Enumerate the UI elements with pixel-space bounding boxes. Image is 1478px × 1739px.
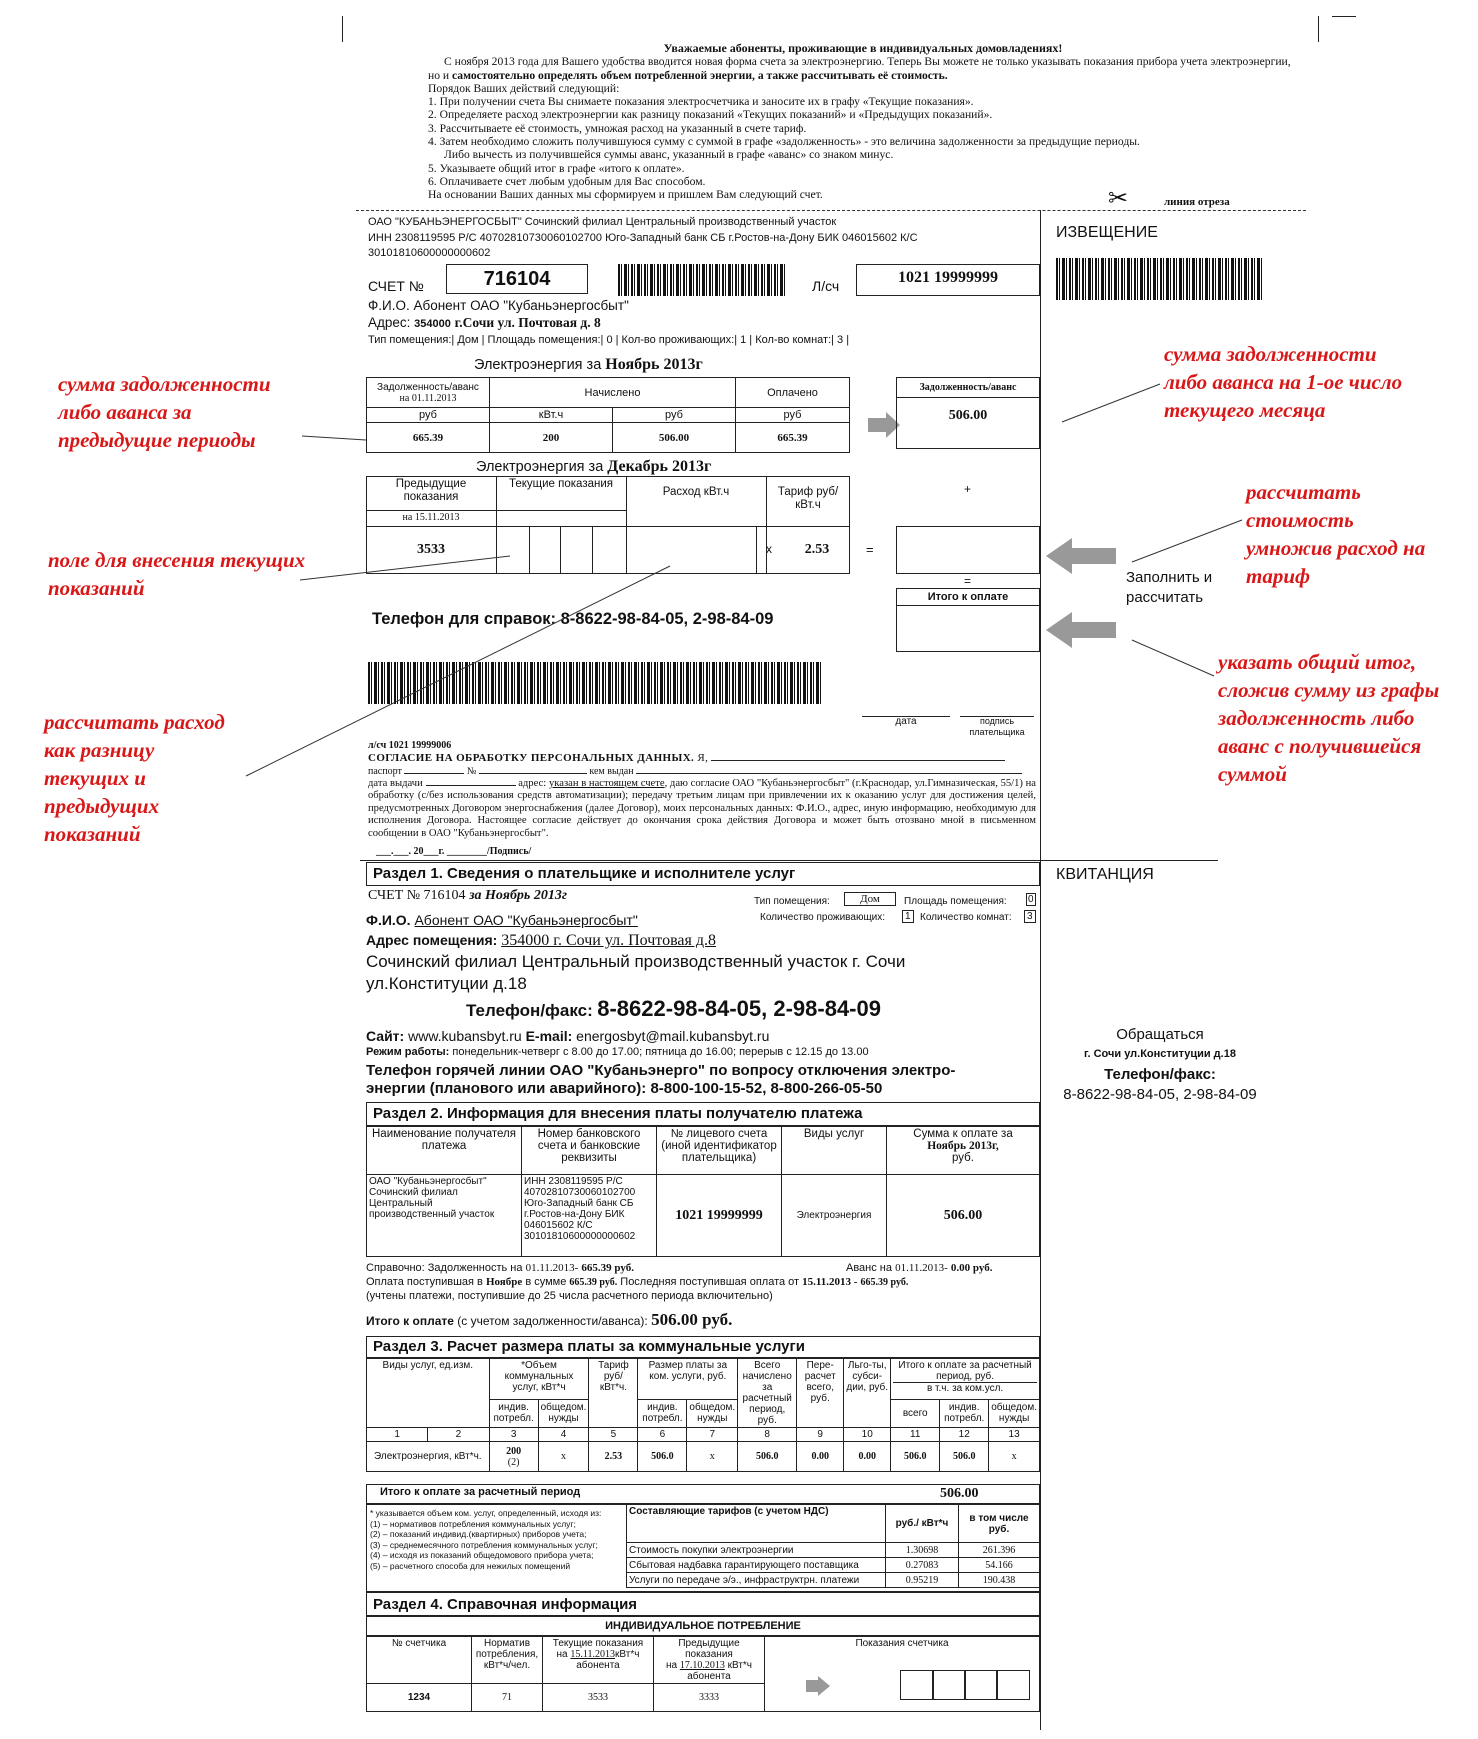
sec3-cell: 0.00 xyxy=(797,1442,844,1472)
receipt-label: КВИТАНЦИЯ xyxy=(1056,866,1154,883)
footnote: (4) – исходя из показаний общедомового прибора учета; xyxy=(370,1550,594,1560)
comp-name: Услуги по передаче э/э., инфраструктрн. платежи xyxy=(627,1573,886,1588)
sec1-phone-label: Телефон/факс: xyxy=(466,1001,593,1020)
sec2-ref-value: 665.39 руб. xyxy=(581,1262,634,1274)
consent-date-issued: дата выдачи xyxy=(368,778,423,789)
arrow-right-icon xyxy=(818,1676,830,1696)
sec3-indiv: индив. потребл. xyxy=(940,1399,989,1427)
sec3-num: 3 xyxy=(489,1428,538,1442)
sec4-h4b: на xyxy=(665,1660,678,1671)
nov-title-b: Ноябрь 2013г xyxy=(605,356,703,373)
footnote: (1) – нормативов потребления коммунальных услуг; xyxy=(370,1518,576,1529)
sec4-sub-box xyxy=(366,1616,1040,1636)
sec4-h1: № счетчика xyxy=(367,1637,472,1684)
consent-address: адрес: xyxy=(518,778,547,789)
footnote: (2) – показаний индивид.(квартирных) приборов учета; xyxy=(370,1529,587,1539)
sec3-volume xyxy=(489,1442,538,1472)
consent-passport: паспорт xyxy=(368,766,402,777)
sec3-c4: Размер платы за ком. услуги, руб. xyxy=(638,1359,738,1400)
equals-sign-2: = xyxy=(964,574,972,588)
sec3-title-box xyxy=(366,1336,1040,1358)
sec2-adv-label: Аванс на xyxy=(846,1262,892,1274)
address-label: Адрес: xyxy=(368,315,411,330)
intro-title: Уважаемые абоненты, проживающие в индивидуальных домовладениях! xyxy=(663,41,1063,55)
comp-h2: в том числе руб. xyxy=(959,1505,1040,1543)
intro-order: Порядок Ваших действий следующий: xyxy=(428,81,620,95)
arrow-right-icon xyxy=(806,1680,818,1692)
sec2-h4: Виды услуг xyxy=(782,1127,887,1175)
intro-step-3: 3. Рассчитываете её стоимость, умножая расход на указанный в счете тариф. xyxy=(428,121,807,135)
sec2-pay-month: Ноябре xyxy=(485,1276,523,1288)
sec4-curr: 3533 xyxy=(543,1684,654,1712)
sec4-title-box xyxy=(366,1592,1040,1616)
dec-prev-head: Предыдущие показания xyxy=(395,478,467,503)
sec1-residents-value: 1 xyxy=(902,910,914,923)
contact-line-4: 8-8622-98-84-05, 2-98-84-09 xyxy=(1063,1086,1257,1103)
sec1-type-label: Тип помещения: xyxy=(754,896,830,907)
nov-paid-head: Оплачено xyxy=(736,378,850,408)
consent-address-value: указан в настоящем счете xyxy=(548,778,665,789)
sec1-phone xyxy=(466,996,881,1022)
consent-no: № xyxy=(466,766,477,777)
sec1-address xyxy=(366,932,716,950)
sec1-area-label: Площадь помещения: xyxy=(904,896,1007,907)
dec-prev-date: на 15.11.2013 xyxy=(402,512,460,523)
sec1-title: Раздел 1. Сведения о плательщике и исполнителе услуг xyxy=(373,865,796,882)
sec3-num: 10 xyxy=(844,1428,891,1442)
intro-step-7: На основании Ваших данных мы сформируем и пришлем Вам следующий счет. xyxy=(428,188,823,202)
sec2-pay-date: 15.11.2013 - xyxy=(802,1276,858,1288)
annotation-line xyxy=(246,566,670,776)
sec2-total-value: 506.00 руб. xyxy=(651,1310,733,1329)
fill-calc-note: Заполнить и рассчитать xyxy=(1126,569,1213,606)
sec1-rooms-value: 3 xyxy=(1024,910,1036,923)
sec2-ref-label: Справочно: Задолженность на xyxy=(366,1262,523,1274)
nov-kwh-value: 200 xyxy=(490,423,613,453)
comp-sum: 261.396 xyxy=(959,1543,1040,1558)
sec4-h4c: абонента xyxy=(687,1671,731,1682)
nov-accrued-value: 506.00 xyxy=(613,423,736,453)
premises-info: Тип помещения:| Дом | Площадь помещения:| 0 | Кол-во проживающих:| 1 | Кол-во комнат:| 3 | xyxy=(368,334,850,346)
sec2-pay-sum: 665.39 руб. xyxy=(569,1277,618,1288)
sec3-data-row xyxy=(367,1442,1040,1472)
phone-line: Телефон для справок: 8-8622-98-84-05, 2-98-84-09 xyxy=(372,610,774,628)
sec2-h5 xyxy=(887,1127,1040,1175)
sec2-title: Раздел 2. Информация для внесения платы получателю платежа xyxy=(373,1105,863,1122)
sec1-hours-value: понедельник-четверг с 8.00 до 17.00; пятница до 16.00; перерыв с 12.15 до 13.00 xyxy=(452,1046,869,1058)
sec3-num: 13 xyxy=(989,1428,1040,1442)
invoice-number: 716104 xyxy=(483,268,551,290)
sec2-pay-in-sum: в сумме xyxy=(525,1276,567,1288)
address-zip: 354000 xyxy=(414,318,451,330)
nov-accrued-head: Начислено xyxy=(490,378,736,408)
sec2-table xyxy=(366,1126,1040,1257)
sec4-h3a: Текущие показания xyxy=(552,1638,644,1649)
tariff-components xyxy=(626,1504,1040,1588)
sec3-c3: Тариф руб/кВт*ч. xyxy=(589,1359,638,1428)
sec3-c6: Пере-расчет всего, руб. xyxy=(797,1359,844,1428)
sec1-invoice xyxy=(368,888,567,904)
bank-details-2: 30101810600000000602 xyxy=(368,247,491,259)
payer-fio: Ф.И.О. Абонент ОАО "Кубаньэнергосбыт" xyxy=(368,298,629,313)
sec2-amount: 506.00 xyxy=(887,1175,1040,1257)
sec3-row-name: Электроэнергия, кВт*ч. xyxy=(367,1442,490,1472)
invoice-label: СЧЕТ № xyxy=(368,278,424,294)
sec4-h3 xyxy=(543,1637,654,1684)
sec3-sum-value: 506.00 xyxy=(940,1486,979,1501)
sec3-footnotes xyxy=(370,1508,601,1571)
annotation-previous-debt: сумма задолженности либо аванса за предыдущие периоды xyxy=(58,372,271,452)
sec2-recipient: ОАО "Кубаньэнергосбыт" Сочинский филиал Центральный производственный участок xyxy=(367,1175,522,1257)
sec3-common: общедом. нужды xyxy=(538,1399,589,1427)
sec1-fio-value: Абонент ОАО "Кубаньэнергосбыт" xyxy=(414,912,638,928)
sec3-total: всего xyxy=(891,1399,940,1427)
sec3-c8b: в т.ч. за ком.усл. xyxy=(893,1382,1037,1394)
sec3-cell: 506.0 xyxy=(638,1442,687,1472)
contact-line-2: г. Сочи ул.Конституции д.18 xyxy=(1084,1048,1236,1060)
sec1-site-label: Сайт: xyxy=(366,1028,405,1044)
meter-digit-cell[interactable] xyxy=(996,1670,1030,1700)
comp-name: Сбытовая надбавка гарантирующего поставщика xyxy=(627,1558,886,1573)
annotation-total: указать общий итог, сложив сумму из графы задолженность либо аванс с получившейся суммой xyxy=(1218,650,1440,786)
sec1-title-box xyxy=(366,862,1040,886)
sec3-num: 7 xyxy=(687,1428,738,1442)
sec3-common: общедом. нужды xyxy=(687,1399,738,1427)
comp-sum: 54.166 xyxy=(959,1558,1040,1573)
date-label: дата xyxy=(895,716,917,727)
sec3-table xyxy=(366,1358,1040,1472)
sec3-cell: х xyxy=(538,1442,589,1472)
sec3-indiv: индив. потребл. xyxy=(489,1399,538,1427)
sec1-address-label: Адрес помещения: xyxy=(366,932,498,948)
annotation-line xyxy=(1132,520,1242,562)
sec2-payment xyxy=(366,1276,908,1288)
intro-step-5: 5. Указываете общий итог в графе «итого к оплате». xyxy=(428,161,685,175)
meter-digit-cell[interactable] xyxy=(932,1670,966,1700)
annotation-debt-first: сумма задолженности либо аванса на 1-ое число текущего месяца xyxy=(1164,342,1403,422)
bank-details: ИНН 2308119595 Р/С 40702810730060102700 Юго-Западный банк СБ г.Ростов-на-Дону БИК 046015602 К/С xyxy=(368,232,918,244)
total-payment-head: Итого к оплате xyxy=(897,589,1039,606)
sec1-fio xyxy=(366,912,638,928)
contact-line-3: Телефон/факс: xyxy=(1104,1066,1216,1083)
sec3-volume-value: 200 xyxy=(506,1445,522,1457)
sec1-branch-1: Сочинский филиал Центральный производственный участок г. Сочи xyxy=(366,952,906,971)
sec3-num: 11 xyxy=(891,1428,940,1442)
sec2-h5c: руб. xyxy=(952,1152,974,1164)
annotation-line xyxy=(302,436,366,440)
sec4-h3b: на xyxy=(556,1649,568,1660)
annotation-current-readings: поле для внесения текущих показаний xyxy=(48,548,306,600)
footnote-star: * указывается объем ком. услуг, определенный, исходя из: xyxy=(370,1508,602,1518)
plus-sign: + xyxy=(964,482,972,496)
notice-label: ИЗВЕЩЕНИЕ xyxy=(1056,224,1158,241)
sec2-h1: Наименование получателя платежа xyxy=(367,1127,522,1175)
intro-step-4b: Либо вычесть из получившейся суммы аванс, указанный в графе «аванс» со знаком минус. xyxy=(444,148,894,162)
sec1-type-value: Дом xyxy=(844,892,896,906)
intro-step-1: 1. При получении счета Вы снимаете показания электросчетчика и заносите их в графу «Текущие показания». xyxy=(428,95,974,109)
sec4-h3c: абонента xyxy=(576,1660,620,1671)
dec-tariff-value: 2.53 xyxy=(804,542,830,557)
sec4-h5-label: Показания счетчика xyxy=(855,1638,949,1649)
dec-cons-head: Расход кВт.ч xyxy=(662,486,730,498)
sec1-address-value: 354000 г. Сочи ул. Почтовая д.8 xyxy=(501,932,717,949)
nov-unit: руб xyxy=(613,408,736,423)
footnote: (3) – среднемесячного потребления коммунальных услуг; xyxy=(370,1539,598,1550)
sec3-cell: 506.0 xyxy=(738,1442,797,1472)
sec1-hotline-2: энергии (планового или аварийного): 8-800-100-15-52, 8-800-266-05-50 xyxy=(366,1080,883,1097)
sec1-hours xyxy=(366,1046,869,1058)
sec1-residents-label: Количество проживающих: xyxy=(760,912,886,923)
consent-signature: ___.___. 20___г. ________/Подпись/ xyxy=(376,846,532,857)
sec3-c8 xyxy=(891,1359,1040,1400)
sec4-sub: ИНДИВИДУАЛЬНОЕ ПОТРЕБЛЕНИЕ xyxy=(605,1620,801,1632)
sec2-adv-value: 0.00 руб. xyxy=(950,1262,993,1274)
sec3-cell: 506.0 xyxy=(891,1442,940,1472)
comp-title: Составляющие тарифов (с учетом НДС) xyxy=(627,1505,886,1543)
org-name: ОАО "КУБАНЬЭНЕРГОСБЫТ" Сочинский филиал Центральный производственный участок xyxy=(368,216,837,228)
sec3-c7: Льго-ты, субси-дии, руб. xyxy=(844,1359,891,1428)
meter-digit-cell[interactable] xyxy=(900,1670,934,1700)
intro-step-2: 2. Определяете расход электроэнергии как разницу показаний «Текущих показаний» и «Предыдущих показаний». xyxy=(428,108,993,122)
sec3-c2: *Объем коммунальных услуг, кВт*ч xyxy=(489,1359,589,1400)
sec2-service: Электроэнергия xyxy=(782,1175,887,1257)
intro-p1b: самостоятельно определять объем потребленной энергии, а также рассчитывать её стоимость. xyxy=(452,68,948,82)
sec3-sum-label: Итого к оплате за расчетный период xyxy=(380,1486,581,1498)
sec1-site-value: www.kubansbyt.ru xyxy=(408,1028,522,1044)
sec1-phone-value: 8-8622-98-84-05, 2-98-84-09 xyxy=(597,996,881,1021)
account-label: Л/сч xyxy=(812,278,840,294)
consent-title: СОГЛАСИЕ НА ОБРАБОТКУ ПЕРСОНАЛЬНЫХ ДАННЫХ. xyxy=(368,752,695,764)
comp-rate: 1.30698 xyxy=(886,1543,959,1558)
sec2-ref-date: 01.11.2013- xyxy=(525,1262,579,1274)
sec3-cell: 2.53 xyxy=(589,1442,638,1472)
footnote: (5) – расчетного способа для нежилых помещений xyxy=(370,1560,571,1571)
address-city: г.Сочи ул. Почтовая д. 8 xyxy=(454,315,601,330)
dec-curr-head: Текущие показания xyxy=(508,478,613,490)
nov-paid-value: 665.39 xyxy=(736,423,850,453)
signature-label: подпись плательщика xyxy=(969,716,1025,737)
meter-digit-cell[interactable] xyxy=(964,1670,998,1700)
comp-rate: 0.27083 xyxy=(886,1558,959,1573)
annotation-line xyxy=(1132,640,1214,676)
sec3-num: 12 xyxy=(940,1428,989,1442)
sec3-num: 9 xyxy=(797,1428,844,1442)
sec4-h4 xyxy=(654,1637,765,1684)
sec3-num: 4 xyxy=(538,1428,589,1442)
equals-sign: = xyxy=(866,542,874,557)
sec4-norm: 71 xyxy=(472,1684,543,1712)
intro-step-6: 6. Оплачиваете счет любым удобным для Вас способом. xyxy=(428,174,706,188)
annotation-cost: рассчитать стоимость умножив расход на тариф xyxy=(1246,480,1426,588)
sec3-cell: х xyxy=(989,1442,1040,1472)
nov-unit: кВт.ч xyxy=(490,408,613,423)
sec1-hotline-1: Телефон горячей линии ОАО "Кубаньэнерго" по вопросу отключения электро- xyxy=(366,1062,956,1079)
sec1-email-value: energosbyt@mail.kubansbyt.ru xyxy=(576,1028,770,1044)
sec2-h3: № лицевого счета (иной идентификатор плательщика) xyxy=(657,1127,782,1175)
sec3-num-row xyxy=(367,1428,1040,1442)
sec1-fio-label: Ф.И.О. xyxy=(366,912,411,928)
nov-title-a: Электроэнергия за xyxy=(474,357,606,373)
consent-agree: , даю согласие ОАО "Кубаньэнергосбыт" (г.Краснодар, xyxy=(664,778,912,789)
sec2-account: 1021 19999999 xyxy=(657,1175,782,1257)
debt-advance-value: 506.00 xyxy=(948,408,988,423)
sec1-hours-label: Режим работы: xyxy=(366,1046,450,1058)
sec2-h5b: Ноябрь 2013г, xyxy=(927,1140,999,1152)
nov-unit: руб xyxy=(367,408,490,423)
sec3-num: 1 xyxy=(367,1428,428,1442)
sec1-rooms-label: Количество комнат: xyxy=(920,912,1012,923)
scissors-icon: ✂ xyxy=(1108,185,1129,212)
comp-name: Стоимость покупки электроэнергии xyxy=(627,1543,886,1558)
nov-debt-date: на 01.11.2013 xyxy=(399,392,457,404)
intro-p1a: С ноября 2013 года для Вашего удобства вводится новая форма счета за электроэнергию. Теперь Вы можете не только указывать показания прибора учета электроэнергии, но и xyxy=(428,55,1291,82)
sec4-h2: Норматив потребления, кВт*ч/чел. xyxy=(472,1637,543,1684)
sec2-pay-last-label: Последняя поступившая оплата от xyxy=(620,1276,800,1288)
sec3-num: 8 xyxy=(738,1428,797,1442)
annotation-consumption: рассчитать расход как разницу текущих и предыдущих показаний xyxy=(44,710,225,846)
nov-unit: руб xyxy=(736,408,850,423)
annotation-line xyxy=(1062,384,1160,422)
sec3-c5: Всего начислено за расчетный период, руб. xyxy=(738,1359,797,1428)
sec4-h4date: 17.10.2013 xyxy=(679,1660,725,1671)
sec2-total xyxy=(366,1310,732,1330)
sec2-pay-label: Оплата поступившая в xyxy=(366,1276,483,1288)
sec4-title: Раздел 4. Справочная информация xyxy=(373,1596,638,1613)
sec1-invoice-no: СЧЕТ № 716104 xyxy=(368,888,466,903)
sec3-indiv: индив. потребл. xyxy=(638,1399,687,1427)
sec2-h5a: Сумма к оплате за xyxy=(913,1128,1013,1140)
intro-step-4: 4. Затем необходимо сложить получившуюся сумму с суммой в графе «задолженность» - это величина задолженности за предыдущие периоды. xyxy=(428,135,1140,149)
consent-text: ул.Гимназическая, 55/1) на обработку (с/без использования средств автоматизации); передачу третьим лицам при привлечении их к оказанию услуг для достижения целей, предусмотренных Договором энергоснабжения (далее Договор), моих персональных данных: Ф.И.О., адрес, иную информацию, необходимую для исполнения Договора. Настоящее согласие действует до окончания срока действия Договора и может быть отозвано мной в письменном сообщении в ОАО "Кубаньэнергосбыт". xyxy=(368,778,1037,839)
consent-ya: Я, xyxy=(697,752,709,764)
sec3-volume-note: (2) xyxy=(507,1456,520,1468)
sec3-common: общедом. нужды xyxy=(989,1399,1040,1427)
sec3-c8-title: Итого к оплате за расчетный период, руб. xyxy=(898,1360,1032,1382)
sec1-email-label: E-mail: xyxy=(525,1028,573,1044)
sec4-h3date: 15.11.2013 xyxy=(570,1649,616,1660)
sec3-cell: 0.00 xyxy=(844,1442,891,1472)
sec4-h4a: Предыдущие показания xyxy=(678,1638,740,1660)
times-sign: х xyxy=(766,542,772,556)
sec2-note: (учтены платежи, поступившие до 25 числа расчетного периода включительно) xyxy=(366,1290,773,1302)
comp-h1: руб./ кВт*ч xyxy=(886,1505,959,1543)
sec1-area-value: 0 xyxy=(1028,894,1034,905)
sec2-advance xyxy=(846,1262,992,1274)
dec-tariff-head: Тариф руб/кВт.ч xyxy=(777,486,839,511)
dec-prev-value: 3533 xyxy=(417,542,445,557)
sec3-title: Раздел 3. Расчет размера платы за коммунальные услуги xyxy=(373,1338,805,1355)
dec-title-a: Электроэнергия за xyxy=(476,459,608,475)
sec2-h2: Номер банковского счета и банковские реквизиты xyxy=(522,1127,657,1175)
comp-rate: 0.95219 xyxy=(886,1573,959,1588)
sec2-total-note: (с учетом задолженности/аванса): xyxy=(457,1314,648,1328)
sec4-h4unit: кВт*ч xyxy=(727,1660,753,1671)
annotation-line xyxy=(300,556,510,580)
dec-title-b: Декабрь 2013г xyxy=(607,458,712,475)
sec2-adv-date: 01.11.2013- xyxy=(895,1262,948,1274)
sec1-branch-2: ул.Конституции д.18 xyxy=(366,974,527,993)
sec4-h3unit: кВт*ч xyxy=(615,1649,640,1660)
sec2-total-label: Итого к оплате xyxy=(366,1314,454,1328)
contact-line-1: Обращаться xyxy=(1116,1026,1204,1043)
sec1-site xyxy=(366,1028,769,1044)
consent-issued: кем выдан xyxy=(589,766,634,777)
sec3-cell: х xyxy=(687,1442,738,1472)
account-number: 1021 19999999 xyxy=(898,269,998,286)
nov-debt-value: 665.39 xyxy=(367,423,490,453)
sec3-num: 2 xyxy=(428,1428,489,1442)
sec4-meter: 1234 xyxy=(367,1684,472,1712)
sec4-prev: 3333 xyxy=(654,1684,765,1712)
sec3-num: 5 xyxy=(589,1428,638,1442)
sec2-ref-debt xyxy=(366,1262,634,1274)
debt-advance-head: Задолженность/аванс xyxy=(897,378,1039,398)
cut-line-label: линия отреза xyxy=(1164,196,1230,208)
sec3-num: 6 xyxy=(638,1428,687,1442)
comp-sum: 190.438 xyxy=(959,1573,1040,1588)
sec2-pay-last: 665.39 руб. xyxy=(860,1277,909,1288)
nov-debt-title: Задолженность/аванс xyxy=(377,381,479,393)
sec3-c1: Виды услуг, ед.изм. xyxy=(367,1359,490,1428)
sec3-cell: 506.0 xyxy=(940,1442,989,1472)
sec1-period: за Ноябрь 2013г xyxy=(469,888,567,903)
consent-account: л/сч 1021 19999006 xyxy=(368,740,452,751)
sec2-bank: ИНН 2308119595 Р/С 40702810730060102700 Юго-Западный банк СБ г.Ростов-на-Дону БИК 046015602 К/С 30101810600000000602 xyxy=(522,1175,657,1257)
sec2-title-box xyxy=(366,1102,1040,1126)
